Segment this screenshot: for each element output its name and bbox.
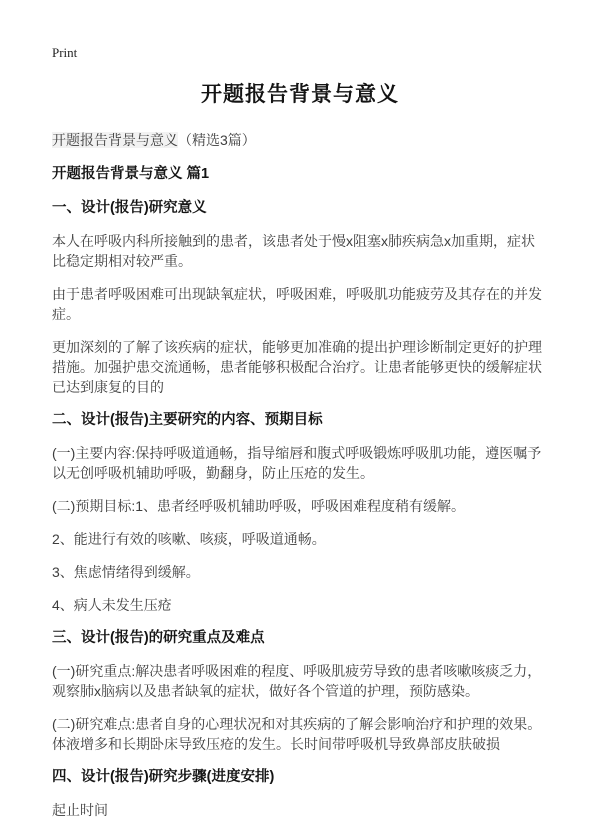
- document-subtitle: [52, 130, 548, 150]
- paragraph: 由于患者呼吸困难可出现缺氧症状，呼吸困难，呼吸肌功能疲劳及其存在的并发症。: [52, 285, 542, 322]
- paragraph: 起止时间: [52, 801, 108, 818]
- print-link[interactable]: Print: [52, 45, 78, 60]
- paragraph: 更加深刻的了解了该疾病的症状，能够更加准确的提出护理诊断制定更好的护理措施。加强护患交流通畅，患者能够积极配合治疗。让患者能够更快的缓解症状已达到康复的目的: [52, 338, 542, 395]
- heading-research-significance: 一、设计(报告)研究意义: [52, 199, 207, 216]
- paragraph: (一)研究重点:解决患者呼吸困难的程度、呼吸肌疲劳导致的患者咳嗽咳痰乏力，观察肺x脑病以及患者缺氧的症状，做好各个管道的护理，预防感染。: [52, 662, 542, 699]
- list-item: 3、焦虑情绪得到缓解。: [52, 563, 200, 580]
- paragraph: 本人在呼吸内科所接触到的患者，该患者处于慢x阻塞x肺疾病急x加重期，症状比稳定期相对较严重。: [52, 232, 535, 269]
- paragraph: (二)预期目标:1、患者经呼吸机辅助呼吸，呼吸困难程度稍有缓解。: [52, 497, 465, 514]
- page-title: 开题报告背景与意义: [201, 83, 399, 106]
- paragraph: (二)研究难点:患者自身的心理状况和对其疾病的了解会影响治疗和护理的效果。体液增多和长期卧床导致压疮的发生。长时间带呼吸机导致鼻部皮肤破损: [52, 715, 542, 752]
- heading-research-content-goals: 二、设计(报告)主要研究的内容、预期目标: [52, 411, 323, 428]
- subtitle-rest-text: （精选3篇）: [178, 132, 256, 149]
- list-item: 2、能进行有效的咳嗽、咳痰，呼吸道通畅。: [52, 530, 326, 547]
- subtitle-highlighted-text: 开题报告背景与意义: [52, 132, 178, 149]
- heading-research-steps: 四、设计(报告)研究步骤(进度安排): [52, 768, 275, 785]
- paragraph: (一)主要内容:保持呼吸道通畅，指导缩唇和腹式呼吸锻炼呼吸肌功能，遵医嘱予以无创呼吸机辅助呼吸，勤翻身，防止压疮的发生。: [52, 444, 542, 481]
- list-item: 4、病人未发生压疮: [52, 596, 172, 613]
- article-section-title: 开题报告背景与意义 篇1: [52, 165, 210, 182]
- heading-research-focus-difficulty: 三、设计(报告)的研究重点及难点: [52, 629, 265, 646]
